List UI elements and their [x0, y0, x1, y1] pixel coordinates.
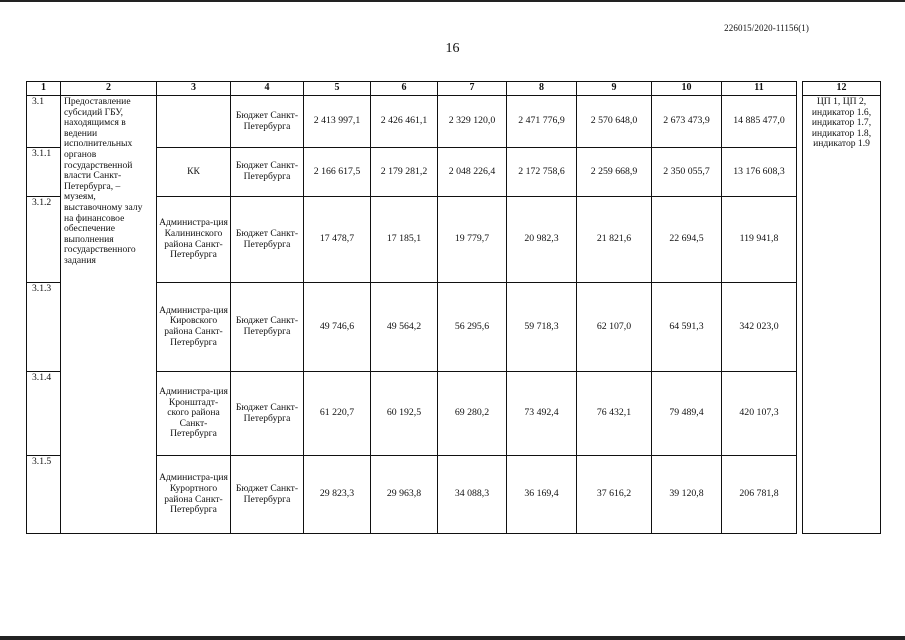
value-col11: 14 885 477,0 — [722, 96, 797, 148]
row-number: 3.1.1 — [27, 148, 61, 197]
row-number: 3.1.3 — [27, 283, 61, 372]
value-col7: 34 088,3 — [438, 456, 507, 534]
value-col11: 420 107,3 — [722, 372, 797, 456]
value-col5: 17 478,7 — [304, 197, 371, 283]
indicators: ЦП 1, ЦП 2, индикатор 1.6, индикатор 1.7, индикатор 1.8, индикатор 1.9 — [803, 96, 881, 534]
value-col6: 60 192,5 — [371, 372, 438, 456]
col-header-3: 3 — [157, 82, 231, 96]
value-col6: 17 185,1 — [371, 197, 438, 283]
program-table — [26, 81, 881, 534]
col-header-1: 1 — [27, 82, 61, 96]
value-col5: 2 166 617,5 — [304, 148, 371, 197]
value-col6: 29 963,8 — [371, 456, 438, 534]
value-col9: 37 616,2 — [577, 456, 652, 534]
row-number: 3.1.5 — [27, 456, 61, 534]
row-source: Бюджет Санкт-Петербурга — [231, 96, 304, 148]
row-number: 3.1.2 — [27, 197, 61, 283]
value-col8: 2 471 776,9 — [507, 96, 577, 148]
value-col8: 73 492,4 — [507, 372, 577, 456]
header-row — [27, 82, 881, 96]
row-source: Бюджет Санкт-Петербурга — [231, 148, 304, 197]
scan-top-edge — [0, 0, 905, 2]
value-col9: 2 259 668,9 — [577, 148, 652, 197]
col-header-6: 6 — [371, 82, 438, 96]
row-source: Бюджет Санкт-Петербурга — [231, 283, 304, 372]
row-executor: Администра-ция Калининского района Санкт-Петербурга — [157, 197, 231, 283]
document-code: 226015/2020-11156(1) — [724, 23, 809, 33]
value-col8: 2 172 758,6 — [507, 148, 577, 197]
value-col9: 76 432,1 — [577, 372, 652, 456]
row-number: 3.1 — [27, 96, 61, 148]
col-header-10: 10 — [652, 82, 722, 96]
col-header-2: 2 — [61, 82, 157, 96]
col-header-12: 12 — [803, 82, 881, 96]
row-number: 3.1.4 — [27, 372, 61, 456]
col-header-7: 7 — [438, 82, 507, 96]
row-executor: Администра-ция Кронштадт-ского района Санкт-Петербурга — [157, 372, 231, 456]
row-source: Бюджет Санкт-Петербурга — [231, 456, 304, 534]
value-col7: 2 048 226,4 — [438, 148, 507, 197]
table-row — [27, 96, 881, 148]
value-col5: 29 823,3 — [304, 456, 371, 534]
row-executor: Администра-ция Курортного района Санкт-Петербурга — [157, 456, 231, 534]
col-header-11: 11 — [722, 82, 797, 96]
value-col11: 342 023,0 — [722, 283, 797, 372]
value-col10: 79 489,4 — [652, 372, 722, 456]
value-col11: 119 941,8 — [722, 197, 797, 283]
value-col5: 2 413 997,1 — [304, 96, 371, 148]
row-executor: Администра-ция Кировского района Санкт-Петербурга — [157, 283, 231, 372]
page-number: 16 — [445, 41, 460, 56]
scan-bottom-edge — [0, 636, 905, 640]
value-col7: 19 779,7 — [438, 197, 507, 283]
value-col10: 64 591,3 — [652, 283, 722, 372]
value-col7: 2 329 120,0 — [438, 96, 507, 148]
value-col10: 2 673 473,9 — [652, 96, 722, 148]
value-col9: 2 570 648,0 — [577, 96, 652, 148]
value-col6: 2 179 281,2 — [371, 148, 438, 197]
col-header-5: 5 — [304, 82, 371, 96]
value-col11: 206 781,8 — [722, 456, 797, 534]
row-executor — [157, 96, 231, 148]
value-col8: 59 718,3 — [507, 283, 577, 372]
value-col8: 20 982,3 — [507, 197, 577, 283]
value-col10: 39 120,8 — [652, 456, 722, 534]
row-executor: КК — [157, 148, 231, 197]
value-col10: 2 350 055,7 — [652, 148, 722, 197]
value-col6: 2 426 461,1 — [371, 96, 438, 148]
value-col8: 36 169,4 — [507, 456, 577, 534]
value-col6: 49 564,2 — [371, 283, 438, 372]
col-header-4: 4 — [231, 82, 304, 96]
value-col5: 49 746,6 — [304, 283, 371, 372]
measure-name: Предоставление субсидий ГБУ, находящимся в ведении исполнительных органов государственной власти Санкт-Петербурга, – музеям, выставочному залу на финансовое обеспечение выполнения государственного задания — [61, 96, 157, 534]
value-col7: 69 280,2 — [438, 372, 507, 456]
value-col11: 13 176 608,3 — [722, 148, 797, 197]
value-col7: 56 295,6 — [438, 283, 507, 372]
value-col9: 21 821,6 — [577, 197, 652, 283]
value-col5: 61 220,7 — [304, 372, 371, 456]
value-col9: 62 107,0 — [577, 283, 652, 372]
row-source: Бюджет Санкт-Петербурга — [231, 372, 304, 456]
col-header-9: 9 — [577, 82, 652, 96]
col-header-8: 8 — [507, 82, 577, 96]
value-col10: 22 694,5 — [652, 197, 722, 283]
row-source: Бюджет Санкт-Петербурга — [231, 197, 304, 283]
